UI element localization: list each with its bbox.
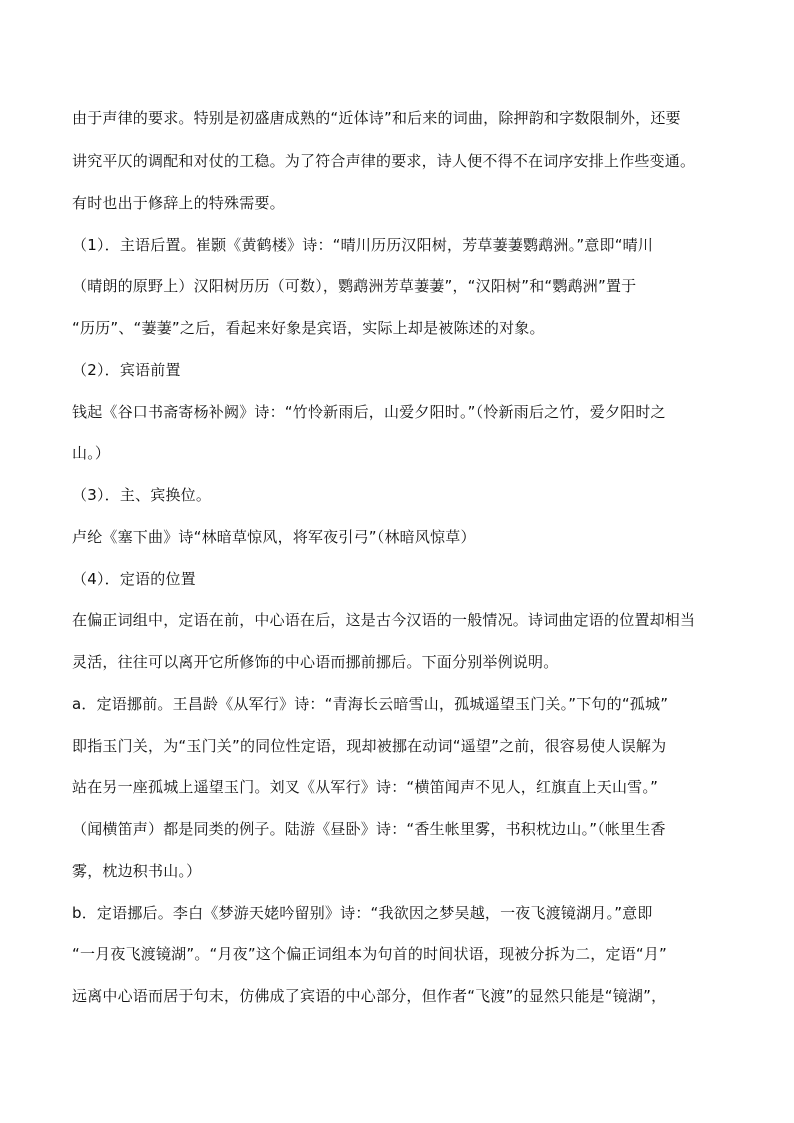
text-line: 灵活，往往可以离开它所修饰的中心语而挪前挪后。下面分别举例说明。 (72, 653, 559, 671)
text-line: 讲究平仄的调配和对仗的工稳。为了符合声律的要求，诗人便不得不在词序安排上作些变通。 (72, 152, 696, 170)
text-line: （3）．主、宾换位。 (72, 486, 212, 504)
text-line: 雾，枕边积书山。） (72, 862, 202, 880)
text-line: 山。） (72, 444, 111, 462)
text-line: 有时也出于修辞上的特殊需要。 (72, 194, 285, 212)
text-line: 卢纶《塞下曲》诗“林暗草惊风，将军夜引弓”（林暗风惊草） (72, 528, 476, 546)
text-line: 钱起《谷口书斋寄杨补阙》诗：“竹怜新雨后，山爱夕阳时。”（怜新雨后之竹，爱夕阳时之 (72, 403, 666, 421)
text-line: （闻横笛声）都是同类的例子。陆游《昼卧》诗：“香生帐里雾，书积枕边山。”（帐里生香 (72, 820, 666, 838)
text-line: （2）．宾语前置 (72, 361, 181, 379)
text-line: 在偏正词组中，定语在前，中心语在后，这是古今汉语的一般情况。诗词曲定语的位置却相当 (72, 611, 696, 629)
text-line: 即指玉门关，为“玉门关”的同位性定语，现却被挪在动词“遥望”之前，很容易使人误解为 (72, 737, 667, 755)
text-line: 由于声律的要求。特别是初盛唐成熟的“近体诗”和后来的词曲，除押韵和字数限制外，还要 (72, 109, 681, 127)
text-line: 远离中心语而居于句末，仿佛成了宾语的中心部分，但作者“飞渡”的显然只能是“镜湖”， (72, 987, 667, 1005)
text-line: “一月夜飞渡镜湖”。“月夜”这个偏正词组本为句首的时间状语，现被分拆为二，定语“月” (72, 945, 668, 963)
text-line: （4）．定语的位置 (72, 570, 196, 588)
text-line: （1）．主语后置。崔颢《黄鹤楼》诗：“晴川历历汉阳树，芳草萋萋鹦鹉洲。”意即“晴川 (72, 236, 654, 254)
text-line: 站在另一座孤城上遥望玉门。刘叉《从军行》诗：“横笛闻声不见人，红旗直上天山雪。” (72, 778, 659, 796)
text-line: “历历”、“萋萋”之后，看起来好象是宾语，实际上却是被陈述的对象。 (72, 319, 545, 337)
text-line: （晴朗的原野上）汉阳树历历（可数），鹦鹉洲芳草萋萋”，“汉阳树”和“鹦鹉洲”置于 (72, 277, 637, 295)
text-line: b．定语挪后。李白《梦游天姥吟留别》诗：“我欲因之梦吴越，一夜飞渡镜湖月。”意即 (72, 904, 653, 922)
text-line: a．定语挪前。王昌龄《从军行》诗：“青海长云暗雪山，孤城遥望玉门关。”下句的“孤城” (72, 695, 669, 713)
